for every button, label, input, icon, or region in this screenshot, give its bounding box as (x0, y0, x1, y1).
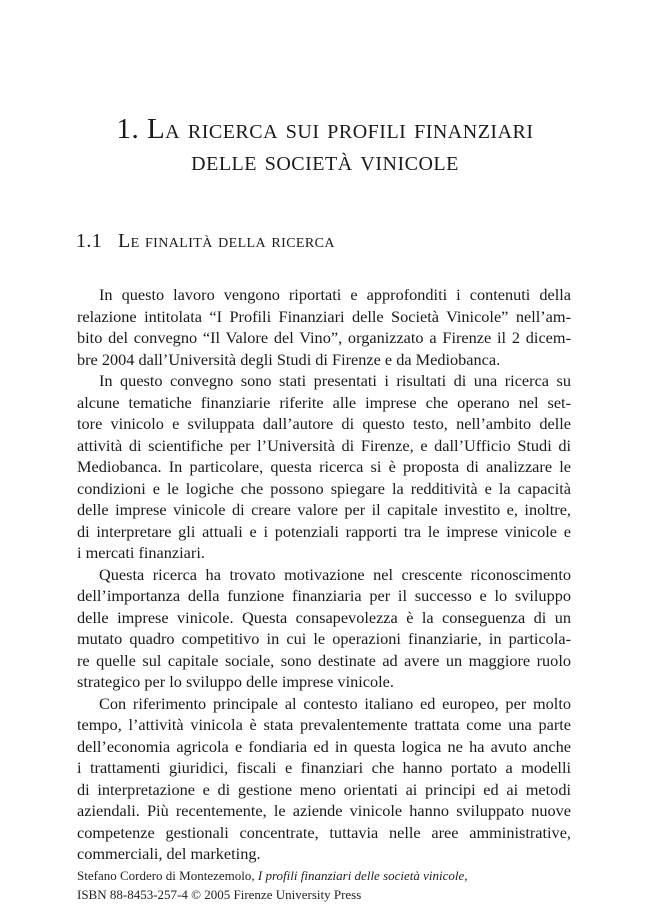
footer-author: Stefano Cordero di Montezemolo, (77, 868, 258, 883)
text-line: strategico per lo sviluppo delle imprese vinicole. (77, 672, 394, 691)
text-line: relazione intitolata “I Profili Finanziari delle Società Vinicole” nell’am- (77, 306, 571, 326)
footer-comma: , (464, 868, 468, 883)
copyright-footer (77, 866, 468, 904)
text-line: In questo convegno sono stati presentati i risultati di una ricerca su (99, 371, 571, 390)
text-line: Con riferimento principale al contesto italiano ed europeo, per molto (99, 693, 571, 713)
text-line: di interpretare gli attuali e i potenziali rapporti tra le imprese vinicole e (77, 521, 571, 541)
text-line: In questo lavoro vengono riportati e approfonditi i contenuti della (99, 285, 571, 304)
text-line: delle imprese vinicole di creare valore per il capitale investito e, inoltre, (77, 500, 571, 519)
text-line: tore vinicolo e sviluppata dall’autore di questo testo, nell’ambito delle (77, 414, 571, 433)
text-line: mutato quadro competitivo in cui le operazioni finanziarie, in particola- (77, 629, 571, 648)
text-line: bito del convegno “Il Valore del Vino”, organizzato a Firenze il 2 dicem- (77, 328, 571, 347)
text-line: tempo, l’attività vinicola è stata prevalentemente trattata come una parte (77, 715, 571, 734)
text-line: bre 2004 dall’Università degli Studi di Firenze e da Mediobanca. (77, 349, 501, 369)
section-number: 1.1 (76, 230, 103, 252)
text-line: i trattamenti giuridici, fiscali e finanziari che hanno portato a modelli (77, 758, 571, 777)
chapter-title-line-2: delle società vinicole (191, 145, 459, 177)
text-line: aziendali. Più recentemente, le aziende vinicole hanno sviluppato nuove (77, 801, 571, 820)
text-line: di interpretazione e di gestione meno orientati ai principi ed ai metodi (77, 779, 571, 799)
paragraph-1 (77, 284, 571, 370)
isbn-line: ISBN 88-8453-257-4 © 2005 Firenze University Press (77, 887, 362, 902)
text-line: alcune tematiche finanziarie riferite alle imprese che operano nel set- (77, 392, 571, 412)
text-line: i mercati finanziari. (77, 543, 205, 562)
text-line: attività di scientifiche per l’Università di Firenze, e dall’Ufficio Studi di (77, 435, 571, 455)
text-line: condizioni e le logiche che possono spiegare la redditività e la capacità (77, 478, 571, 498)
chapter-title-line-1: 1. La ricerca sui profili finanziari (116, 113, 534, 145)
text-line: re quelle sul capitale sociale, sono destinate ad avere un maggiore ruolo (77, 650, 571, 670)
footer-book-title: I profili finanziari delle società vinicole (257, 868, 465, 883)
body-text (77, 284, 571, 865)
text-line: Questa ricerca ha trovato motivazione nel crescente riconoscimento (99, 564, 571, 584)
citation-line (77, 866, 468, 885)
text-line: commerciali, del marketing. (77, 844, 261, 863)
text-line: Mediobanca. In particolare, questa ricerca si è proposta di analizzare le (77, 457, 571, 476)
paragraph-4 (77, 693, 571, 865)
text-line: dell’economia agricola e fondiaria ed in questa logica ne ha avuto anche (77, 736, 571, 756)
text-line: dell’importanza della funzione finanziaria per il successo e lo sviluppo (77, 586, 571, 605)
text-line: competenze gestionali concentrate, tuttavia nelle aree amministrative, (77, 822, 571, 842)
section-heading (76, 230, 335, 253)
paragraph-2 (77, 370, 571, 564)
paragraph-3 (77, 564, 571, 693)
section-title: Le finalità della ricerca (118, 230, 335, 252)
text-line: delle imprese vinicole. Questa consapevolezza è la conseguenza di un (77, 607, 571, 627)
